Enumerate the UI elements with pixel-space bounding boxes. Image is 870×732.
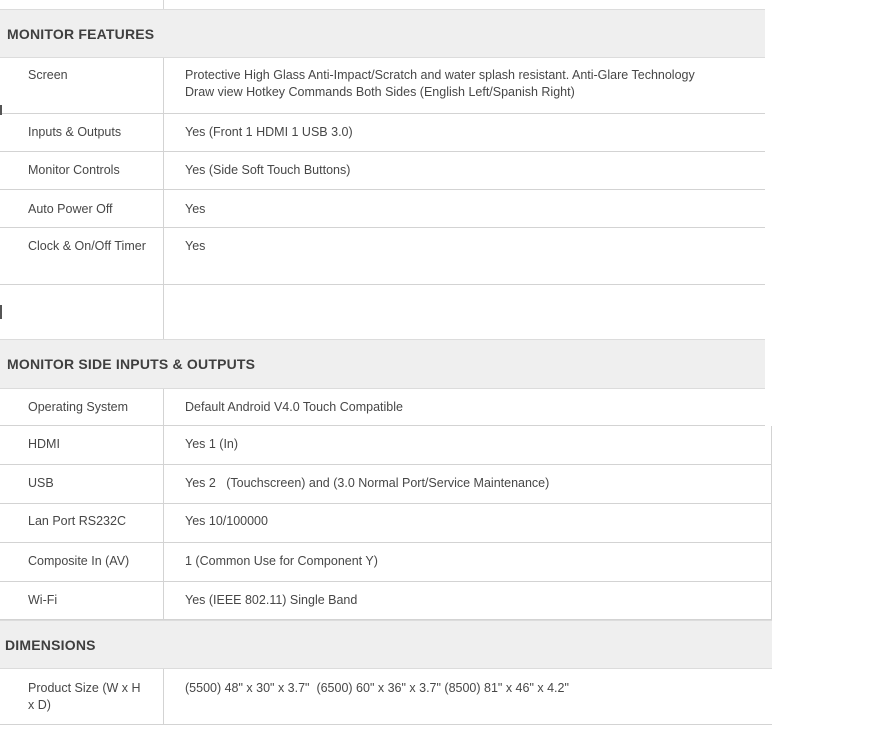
column-divider <box>163 465 164 503</box>
column-divider <box>163 504 164 542</box>
spec-row-composite-in <box>0 543 772 582</box>
column-divider <box>163 58 164 113</box>
spec-label: Monitor Controls <box>28 163 120 177</box>
spec-label: HDMI <box>28 437 60 451</box>
spec-label: Operating System <box>28 400 129 414</box>
spec-value: Yes <box>185 239 206 253</box>
spec-value: Protective High Glass Anti-Impact/Scratch and water splash resistant. Anti-Glare Technology Draw view Hotkey Commands Both Sides (English Left/Spanish Right) <box>185 68 695 99</box>
spec-value: (5500) 48" x 30" x 3.7" (6500) 60" x 36" x 3.7" (8500) 81" x 46" x 4.2" <box>185 681 569 695</box>
spec-row-operating-system <box>0 389 765 426</box>
column-divider <box>163 582 164 619</box>
spec-row-auto-power-off <box>0 190 765 228</box>
spec-row-monitor-controls <box>0 152 765 190</box>
spec-value: Yes (IEEE 802.11) Single Band <box>185 593 358 607</box>
spec-label: Lan Port RS232C <box>28 514 126 528</box>
spec-label: Wi-Fi <box>28 593 58 607</box>
edge-artifact <box>0 105 2 115</box>
spec-row-screen <box>0 58 765 114</box>
column-divider <box>163 228 164 284</box>
section-title: DIMENSIONS <box>5 636 96 653</box>
section-header-monitor-features <box>0 9 765 58</box>
spec-row-product-size <box>0 669 772 725</box>
spec-label: Product Size (W x H x D) <box>28 681 141 712</box>
column-divider <box>163 426 164 464</box>
column-divider <box>163 190 164 227</box>
column-divider <box>163 114 164 151</box>
section-header-dimensions <box>0 620 772 669</box>
spec-label: Inputs & Outputs <box>28 125 122 139</box>
spec-label: Auto Power Off <box>28 202 113 216</box>
spec-value: Yes 10/100000 <box>185 514 268 528</box>
spec-label: Clock & On/Off Timer <box>28 239 146 253</box>
spec-row-hdmi <box>0 426 772 465</box>
column-divider <box>163 152 164 189</box>
column-divider <box>163 285 164 339</box>
spec-value: Default Android V4.0 Touch Compatible <box>185 400 403 414</box>
column-divider <box>163 389 164 425</box>
top-strip <box>0 0 765 9</box>
section-header-side-inputs-outputs <box>0 339 765 389</box>
section-title: MONITOR SIDE INPUTS & OUTPUTS <box>7 356 256 372</box>
column-divider <box>163 0 164 9</box>
edge-artifact <box>0 305 2 319</box>
spec-value: Yes (Front 1 HDMI 1 USB 3.0) <box>185 125 353 139</box>
spec-row-empty <box>0 285 765 339</box>
spec-value: Yes <box>185 202 206 216</box>
spec-value: Yes (Side Soft Touch Buttons) <box>185 163 351 177</box>
spec-row-wifi <box>0 582 772 620</box>
spec-row-lan-port <box>0 504 772 543</box>
column-divider <box>163 543 164 581</box>
section-title: MONITOR FEATURES <box>7 25 155 42</box>
spec-row-usb <box>0 465 772 504</box>
column-divider <box>163 669 164 724</box>
spec-value: 1 (Common Use for Component Y) <box>185 554 378 568</box>
spec-label: Composite In (AV) <box>28 554 130 568</box>
spec-label: USB <box>28 476 54 490</box>
spec-value: Yes 1 (In) <box>185 437 239 451</box>
spec-row-clock-timer <box>0 228 765 285</box>
spec-value: Yes 2 (Touchscreen) and (3.0 Normal Port/Service Maintenance) <box>185 476 550 490</box>
spec-label: Screen <box>28 68 68 82</box>
spec-row-inputs-outputs <box>0 114 765 152</box>
